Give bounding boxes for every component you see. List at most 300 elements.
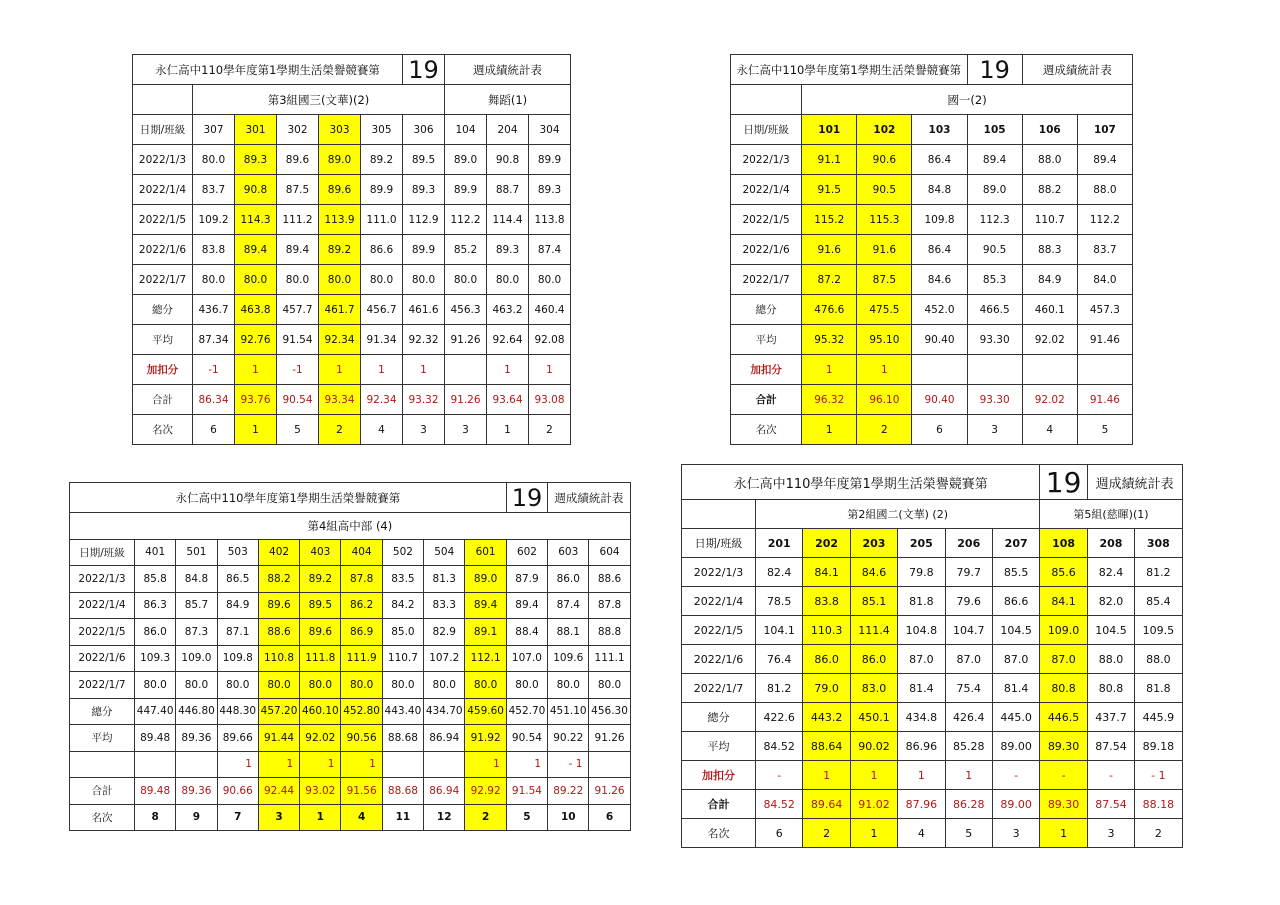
table-row <box>682 558 1183 587</box>
table-title: 永仁高中110學年度第1學期生活榮譽競賽第 <box>70 483 507 513</box>
row-label: 平均 <box>133 325 193 355</box>
score-cell: 11 <box>382 804 423 831</box>
score-cell: 88.3 <box>1022 235 1077 265</box>
score-cell: 5 <box>506 804 547 831</box>
score-cell: 1 <box>403 355 445 385</box>
header-label: 日期/班級 <box>70 539 135 566</box>
score-cell: 1 <box>361 355 403 385</box>
score-table-group2-5 <box>681 464 1183 848</box>
score-cell: 80.0 <box>258 672 299 699</box>
score-cell: 86.0 <box>850 645 897 674</box>
score-cell: 83.7 <box>193 175 235 205</box>
score-cell: 445.0 <box>992 703 1039 732</box>
score-cell: 80.0 <box>465 672 506 699</box>
table-row <box>70 619 631 646</box>
score-cell: 476.6 <box>802 295 857 325</box>
score-cell: 88.1 <box>548 619 589 646</box>
score-cell: 85.4 <box>1135 587 1182 616</box>
table-row <box>731 355 1133 385</box>
table-row <box>682 587 1183 616</box>
score-cell: - <box>1040 761 1087 790</box>
group-row <box>70 513 631 540</box>
score-cell: 95.10 <box>857 325 912 355</box>
score-cell: 12 <box>424 804 465 831</box>
score-cell: 107.0 <box>506 645 547 672</box>
score-cell: 1 <box>217 751 258 778</box>
score-cell: 87.5 <box>277 175 319 205</box>
score-cell: 91.26 <box>445 385 487 415</box>
score-cell: 86.6 <box>361 235 403 265</box>
score-cell: 451.10 <box>548 698 589 725</box>
score-cell: 93.76 <box>235 385 277 415</box>
score-cell: 5 <box>277 415 319 445</box>
row-label: 2022/1/3 <box>731 145 802 175</box>
score-cell: 4 <box>361 415 403 445</box>
score-cell: 80.0 <box>529 265 571 295</box>
table-row <box>731 415 1133 445</box>
score-cell: 446.80 <box>176 698 217 725</box>
score-cell: 84.8 <box>912 175 967 205</box>
week-number: 19 <box>967 55 1022 85</box>
score-cell: 434.8 <box>898 703 945 732</box>
class-header: 302 <box>277 115 319 145</box>
table-row <box>133 325 571 355</box>
score-cell: 92.02 <box>1022 385 1077 415</box>
row-label: 平均 <box>70 725 135 752</box>
table-row <box>70 645 631 672</box>
table-title: 永仁高中110學年度第1學期生活榮譽競賽第 <box>133 55 403 85</box>
score-cell: 2 <box>319 415 361 445</box>
score-cell: 459.60 <box>465 698 506 725</box>
score-cell: 75.4 <box>945 674 992 703</box>
class-header: 207 <box>992 529 1039 558</box>
score-cell: 86.94 <box>424 778 465 805</box>
class-header: 103 <box>912 115 967 145</box>
group-row <box>682 500 1183 529</box>
score-cell: 92.02 <box>1022 325 1077 355</box>
score-cell: 113.9 <box>319 205 361 235</box>
class-header: 602 <box>506 539 547 566</box>
score-cell: 89.0 <box>319 145 361 175</box>
score-cell: 460.4 <box>529 295 571 325</box>
score-cell: 80.0 <box>506 672 547 699</box>
score-cell: 86.34 <box>193 385 235 415</box>
score-cell: 86.0 <box>548 566 589 593</box>
score-cell: 109.3 <box>135 645 176 672</box>
score-cell: 445.9 <box>1135 703 1182 732</box>
row-label: 2022/1/3 <box>682 558 756 587</box>
score-cell: 89.6 <box>300 619 341 646</box>
score-cell: 104.5 <box>1087 616 1134 645</box>
score-cell: 93.30 <box>967 325 1022 355</box>
score-cell: 89.6 <box>319 175 361 205</box>
score-cell: 456.3 <box>445 295 487 325</box>
score-cell: 426.4 <box>945 703 992 732</box>
score-cell: 96.10 <box>857 385 912 415</box>
score-cell: 84.0 <box>1077 265 1132 295</box>
score-cell: 83.3 <box>424 592 465 619</box>
row-label: 2022/1/5 <box>70 619 135 646</box>
week-number: 19 <box>403 55 445 85</box>
table-row <box>133 355 571 385</box>
score-cell: 91.44 <box>258 725 299 752</box>
table-row <box>133 295 571 325</box>
score-cell: 84.1 <box>1040 587 1087 616</box>
class-header-row <box>70 539 631 566</box>
score-cell: 89.9 <box>403 235 445 265</box>
class-header: 108 <box>1040 529 1087 558</box>
score-cell: 96.32 <box>802 385 857 415</box>
score-cell: 88.7 <box>487 175 529 205</box>
row-label: 總分 <box>70 698 135 725</box>
row-label: 總分 <box>731 295 802 325</box>
score-cell: 85.28 <box>945 732 992 761</box>
score-cell: 90.40 <box>912 325 967 355</box>
row-label: 合計 <box>133 385 193 415</box>
score-cell: 89.36 <box>176 778 217 805</box>
score-cell: 10 <box>548 804 589 831</box>
class-header: 102 <box>857 115 912 145</box>
score-cell: 78.5 <box>756 587 803 616</box>
score-cell: 3 <box>1087 819 1134 848</box>
score-cell: 79.7 <box>945 558 992 587</box>
row-label: 2022/1/5 <box>133 205 193 235</box>
week-number: 19 <box>1040 465 1087 500</box>
score-cell: 112.2 <box>445 205 487 235</box>
row-label: 2022/1/7 <box>70 672 135 699</box>
table-row <box>133 235 571 265</box>
score-cell: 85.2 <box>445 235 487 265</box>
score-cell: 2 <box>803 819 850 848</box>
table-row <box>70 672 631 699</box>
score-cell: 443.2 <box>803 703 850 732</box>
score-cell: 81.2 <box>1135 558 1182 587</box>
score-cell: 115.2 <box>802 205 857 235</box>
score-cell: 456.30 <box>589 698 630 725</box>
score-cell: 82.4 <box>1087 558 1134 587</box>
score-cell: 83.5 <box>382 566 423 593</box>
row-label: 名次 <box>70 804 135 831</box>
score-cell: 79.0 <box>803 674 850 703</box>
table-title: 永仁高中110學年度第1學期生活榮譽競賽第 <box>731 55 968 85</box>
score-cell: 89.00 <box>992 732 1039 761</box>
class-header: 501 <box>176 539 217 566</box>
score-cell: 466.5 <box>967 295 1022 325</box>
score-cell: 85.6 <box>1040 558 1087 587</box>
score-cell: 89.30 <box>1040 732 1087 761</box>
score-cell: 1 <box>487 415 529 445</box>
group-label: 第3組國三(文華)(2) <box>193 85 445 115</box>
score-cell: 76.4 <box>756 645 803 674</box>
score-cell: 4 <box>341 804 382 831</box>
score-cell: 443.40 <box>382 698 423 725</box>
class-header: 105 <box>967 115 1022 145</box>
score-cell: 89.18 <box>1135 732 1182 761</box>
row-label: 加扣分 <box>133 355 193 385</box>
score-cell: 86.4 <box>912 145 967 175</box>
row-label: 加扣分 <box>682 761 756 790</box>
score-cell: 87.0 <box>992 645 1039 674</box>
score-cell: 447.40 <box>135 698 176 725</box>
score-cell: 87.4 <box>548 592 589 619</box>
score-cell: 88.2 <box>1022 175 1077 205</box>
score-cell: 3 <box>403 415 445 445</box>
score-cell: 88.6 <box>258 619 299 646</box>
score-cell: 87.4 <box>529 235 571 265</box>
class-header: 307 <box>193 115 235 145</box>
class-header: 403 <box>300 539 341 566</box>
score-cell: 86.3 <box>135 592 176 619</box>
stat-label: 週成績統計表 <box>1022 55 1132 85</box>
score-cell: 437.7 <box>1087 703 1134 732</box>
score-cell: 92.34 <box>319 325 361 355</box>
score-cell: 89.36 <box>176 725 217 752</box>
score-cell: - 1 <box>548 751 589 778</box>
score-cell: 92.76 <box>235 325 277 355</box>
score-cell: 80.0 <box>193 265 235 295</box>
score-cell: 80.8 <box>1040 674 1087 703</box>
score-cell: 93.32 <box>403 385 445 415</box>
score-cell: 1 <box>300 751 341 778</box>
group-label: 第5組(慈暉)(1) <box>1040 500 1182 529</box>
score-cell: 88.6 <box>589 566 630 593</box>
score-cell: 80.0 <box>445 265 487 295</box>
score-cell: 86.94 <box>424 725 465 752</box>
score-cell: 109.5 <box>1135 616 1182 645</box>
score-cell: 1 <box>319 355 361 385</box>
score-cell: 81.2 <box>756 674 803 703</box>
table-row <box>133 385 571 415</box>
score-cell <box>589 751 630 778</box>
row-label: 2022/1/7 <box>682 674 756 703</box>
score-cell: 1 <box>802 355 857 385</box>
score-cell: 79.6 <box>945 587 992 616</box>
score-cell: 82.4 <box>756 558 803 587</box>
score-cell: 86.9 <box>341 619 382 646</box>
score-cell <box>912 355 967 385</box>
score-cell: 89.3 <box>529 175 571 205</box>
group-row <box>731 85 1133 115</box>
class-header: 604 <box>589 539 630 566</box>
class-header-row <box>133 115 571 145</box>
row-label: 名次 <box>133 415 193 445</box>
table-row <box>133 415 571 445</box>
score-cell: 85.3 <box>967 265 1022 295</box>
row-label: 2022/1/3 <box>70 566 135 593</box>
score-cell: 84.2 <box>382 592 423 619</box>
header-label: 日期/班級 <box>133 115 193 145</box>
score-cell: 90.54 <box>506 725 547 752</box>
score-cell: 81.8 <box>898 587 945 616</box>
class-header: 202 <box>803 529 850 558</box>
score-cell: 88.4 <box>506 619 547 646</box>
score-cell: 83.7 <box>1077 235 1132 265</box>
score-cell: 104.8 <box>898 616 945 645</box>
score-cell: 93.30 <box>967 385 1022 415</box>
score-cell <box>135 751 176 778</box>
score-cell: 104.7 <box>945 616 992 645</box>
row-label <box>70 751 135 778</box>
table-row <box>70 804 631 831</box>
stat-label: 週成績統計表 <box>445 55 571 85</box>
score-cell: 88.8 <box>589 619 630 646</box>
score-cell <box>1077 355 1132 385</box>
score-cell: 91.34 <box>361 325 403 355</box>
score-cell: 113.8 <box>529 205 571 235</box>
score-cell: 452.0 <box>912 295 967 325</box>
score-cell: 92.64 <box>487 325 529 355</box>
score-cell: 95.32 <box>802 325 857 355</box>
row-label: 平均 <box>682 732 756 761</box>
score-cell: 86.0 <box>135 619 176 646</box>
score-cell: 80.8 <box>1087 674 1134 703</box>
score-cell: 112.2 <box>1077 205 1132 235</box>
score-cell: 93.02 <box>300 778 341 805</box>
score-cell: 6 <box>912 415 967 445</box>
score-cell: 84.1 <box>803 558 850 587</box>
class-header: 205 <box>898 529 945 558</box>
score-cell: 109.8 <box>217 645 258 672</box>
score-cell: 91.26 <box>589 725 630 752</box>
score-cell: 1 <box>465 751 506 778</box>
score-cell: 84.6 <box>912 265 967 295</box>
row-label: 2022/1/4 <box>133 175 193 205</box>
table-row <box>70 566 631 593</box>
class-header: 101 <box>802 115 857 145</box>
score-cell: 89.5 <box>300 592 341 619</box>
score-cell: 80.0 <box>341 672 382 699</box>
score-cell: 111.8 <box>300 645 341 672</box>
score-cell: 90.8 <box>487 145 529 175</box>
score-cell: 89.66 <box>217 725 258 752</box>
score-cell: 80.0 <box>548 672 589 699</box>
score-cell: 89.64 <box>803 790 850 819</box>
group-label: 第4組高中部 (4) <box>70 513 631 540</box>
score-cell: 84.52 <box>756 732 803 761</box>
score-cell: 91.1 <box>802 145 857 175</box>
score-cell: 463.2 <box>487 295 529 325</box>
score-cell: 3 <box>992 819 1039 848</box>
score-cell: 91.54 <box>506 778 547 805</box>
score-cell: 109.0 <box>1040 616 1087 645</box>
score-cell: 87.5 <box>857 265 912 295</box>
score-cell: 80.0 <box>176 672 217 699</box>
group-label: 舞蹈(1) <box>445 85 571 115</box>
score-cell: 112.3 <box>967 205 1022 235</box>
score-cell: 88.0 <box>1087 645 1134 674</box>
score-cell: 91.6 <box>857 235 912 265</box>
score-cell: 89.0 <box>445 145 487 175</box>
score-cell: 2 <box>1135 819 1182 848</box>
score-cell: 93.34 <box>319 385 361 415</box>
score-cell: 4 <box>1022 415 1077 445</box>
table-row <box>682 790 1183 819</box>
class-header: 203 <box>850 529 897 558</box>
class-header-row <box>731 115 1133 145</box>
class-header: 503 <box>217 539 258 566</box>
score-cell: 461.7 <box>319 295 361 325</box>
class-header: 107 <box>1077 115 1132 145</box>
class-header: 404 <box>341 539 382 566</box>
row-label: 2022/1/6 <box>70 645 135 672</box>
score-cell: 86.5 <box>217 566 258 593</box>
score-cell: 110.8 <box>258 645 299 672</box>
score-cell: 111.9 <box>341 645 382 672</box>
score-cell: 89.6 <box>258 592 299 619</box>
score-cell: 80.0 <box>589 672 630 699</box>
score-cell: 90.8 <box>235 175 277 205</box>
score-cell: 456.7 <box>361 295 403 325</box>
score-cell: 111.1 <box>589 645 630 672</box>
score-cell: 460.1 <box>1022 295 1077 325</box>
score-cell: 109.8 <box>912 205 967 235</box>
row-label: 2022/1/6 <box>133 235 193 265</box>
score-cell: 1 <box>803 761 850 790</box>
score-cell: 111.4 <box>850 616 897 645</box>
score-cell: 452.80 <box>341 698 382 725</box>
score-cell: 3 <box>967 415 1022 445</box>
score-cell <box>176 751 217 778</box>
class-header: 306 <box>403 115 445 145</box>
table-row <box>133 205 571 235</box>
class-header: 504 <box>424 539 465 566</box>
row-label: 加扣分 <box>731 355 802 385</box>
score-cell: 89.9 <box>445 175 487 205</box>
score-cell: 1 <box>341 751 382 778</box>
row-label: 合計 <box>70 778 135 805</box>
class-header: 502 <box>382 539 423 566</box>
score-cell: 109.0 <box>176 645 217 672</box>
score-cell: 1 <box>802 415 857 445</box>
score-cell: 463.8 <box>235 295 277 325</box>
group-label: 國一(2) <box>802 85 1133 115</box>
score-cell: 90.02 <box>850 732 897 761</box>
score-cell: 80.0 <box>382 672 423 699</box>
score-cell: 89.0 <box>967 175 1022 205</box>
score-cell: 1 <box>300 804 341 831</box>
class-header: 303 <box>319 115 361 145</box>
stat-label: 週成績統計表 <box>1087 465 1182 500</box>
score-cell: 448.30 <box>217 698 258 725</box>
score-cell: 82.9 <box>424 619 465 646</box>
group-label <box>133 85 193 115</box>
score-cell: 87.3 <box>176 619 217 646</box>
score-cell: 91.5 <box>802 175 857 205</box>
score-cell: 91.6 <box>802 235 857 265</box>
score-cell: 86.96 <box>898 732 945 761</box>
score-cell: 107.2 <box>424 645 465 672</box>
score-cell: 85.0 <box>382 619 423 646</box>
score-cell: 88.68 <box>382 725 423 752</box>
score-cell: 90.56 <box>341 725 382 752</box>
score-cell: 89.3 <box>235 145 277 175</box>
score-cell: 80.0 <box>277 265 319 295</box>
score-cell: 422.6 <box>756 703 803 732</box>
row-label: 平均 <box>731 325 802 355</box>
score-cell: 81.4 <box>992 674 1039 703</box>
score-cell: 87.0 <box>945 645 992 674</box>
row-label: 名次 <box>731 415 802 445</box>
score-cell: 86.4 <box>912 235 967 265</box>
row-label: 2022/1/4 <box>731 175 802 205</box>
score-cell: 2 <box>465 804 506 831</box>
table-row <box>682 732 1183 761</box>
score-cell: 79.8 <box>898 558 945 587</box>
class-header: 201 <box>756 529 803 558</box>
score-cell: 87.1 <box>217 619 258 646</box>
score-cell: 87.9 <box>506 566 547 593</box>
score-cell: 90.22 <box>548 725 589 752</box>
